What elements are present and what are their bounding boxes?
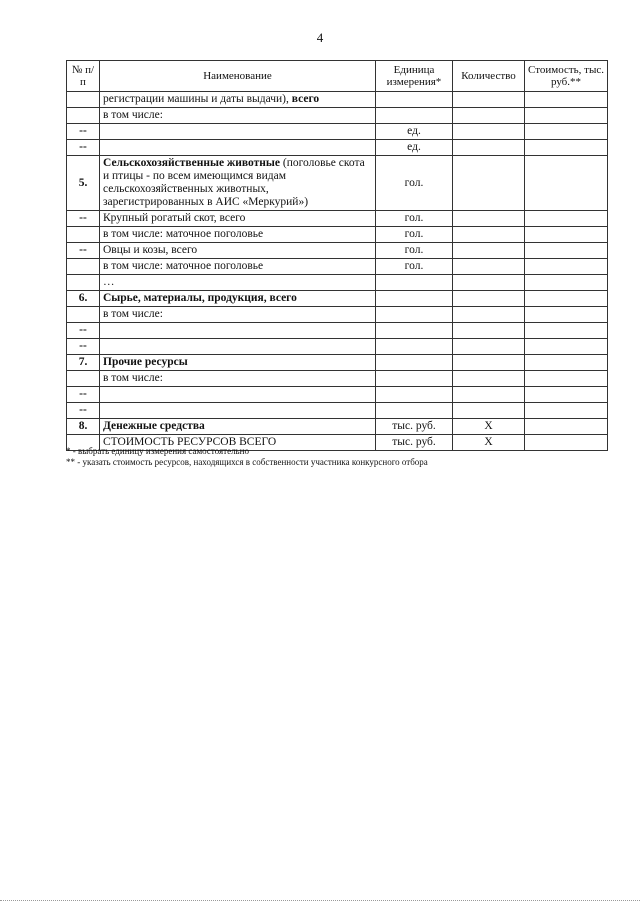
row-name-text: в том числе: маточное поголовье xyxy=(103,228,264,240)
header-cost: Стоимость, тыс. руб.** xyxy=(525,61,608,92)
row-unit: гол. xyxy=(376,156,453,211)
row-unit xyxy=(376,371,453,387)
row-unit xyxy=(376,92,453,108)
row-unit: гол. xyxy=(376,243,453,259)
row-number xyxy=(67,92,100,108)
row-name xyxy=(100,156,376,211)
footnote-cost: ** - указать стоимость ресурсов, находящихся в собственности участника конкурсного отбора xyxy=(66,457,428,467)
row-name-text: … xyxy=(103,276,115,288)
row-name xyxy=(100,140,376,156)
row-name xyxy=(100,124,376,140)
row-quantity xyxy=(453,403,525,419)
row-cost xyxy=(525,355,608,371)
row-unit xyxy=(376,387,453,403)
row-name-bold: Денежные средства xyxy=(103,420,205,432)
row-cost xyxy=(525,323,608,339)
row-quantity xyxy=(453,387,525,403)
row-unit: тыс. руб. xyxy=(376,435,453,451)
table-row xyxy=(67,140,608,156)
row-quantity xyxy=(453,108,525,124)
row-cost xyxy=(525,339,608,355)
row-quantity xyxy=(453,124,525,140)
row-unit xyxy=(376,275,453,291)
resources-table xyxy=(66,60,608,451)
row-cost xyxy=(525,307,608,323)
row-quantity xyxy=(453,291,525,307)
row-name xyxy=(100,211,376,227)
row-number xyxy=(67,371,100,387)
row-cost xyxy=(525,419,608,435)
row-number xyxy=(67,259,100,275)
header-unit: Единица измерения* xyxy=(376,61,453,92)
row-quantity xyxy=(453,355,525,371)
table-row xyxy=(67,259,608,275)
row-name-text: в том числе: маточное поголовье xyxy=(103,260,264,272)
table-row xyxy=(67,108,608,124)
footnotes xyxy=(66,446,626,468)
row-cost xyxy=(525,140,608,156)
row-cost xyxy=(525,275,608,291)
row-name xyxy=(100,323,376,339)
row-name xyxy=(100,419,376,435)
row-unit xyxy=(376,291,453,307)
header-num: № п/п xyxy=(67,61,100,92)
row-cost xyxy=(525,291,608,307)
row-name-text: СТОИМОСТЬ РЕСУРСОВ ВСЕГО xyxy=(103,436,277,448)
row-name-text: в том числе: xyxy=(103,109,163,121)
row-name xyxy=(100,387,376,403)
row-unit: ед. xyxy=(376,124,453,140)
row-cost xyxy=(525,387,608,403)
row-number: -- xyxy=(67,403,100,419)
row-number: -- xyxy=(67,140,100,156)
page-edge-rule xyxy=(0,900,640,901)
row-number: -- xyxy=(67,124,100,140)
row-name-text: (поголовье скота и птицы - по всем имеющимся видам сельскохозяйственных животных, зарегистрированных в АИС «Меркурий») xyxy=(103,157,365,208)
table-row xyxy=(67,275,608,291)
row-quantity xyxy=(453,211,525,227)
row-quantity xyxy=(453,156,525,211)
row-cost xyxy=(525,227,608,243)
row-quantity xyxy=(453,339,525,355)
row-name xyxy=(100,92,376,108)
row-number xyxy=(67,307,100,323)
table-row xyxy=(67,211,608,227)
row-quantity: X xyxy=(453,419,525,435)
row-number xyxy=(67,227,100,243)
row-unit xyxy=(376,108,453,124)
row-name xyxy=(100,371,376,387)
row-quantity xyxy=(453,323,525,339)
row-name xyxy=(100,403,376,419)
row-name-bold: Сырье, материалы, продукция, всего xyxy=(103,292,297,304)
row-name xyxy=(100,291,376,307)
row-number: -- xyxy=(67,243,100,259)
row-unit: ед. xyxy=(376,140,453,156)
row-name-text: Овцы и козы, всего xyxy=(103,244,198,256)
row-name xyxy=(100,275,376,291)
row-number: 6. xyxy=(67,291,100,307)
row-number: -- xyxy=(67,339,100,355)
table-row xyxy=(67,403,608,419)
table-row xyxy=(67,339,608,355)
row-number: 5. xyxy=(67,156,100,211)
row-quantity: X xyxy=(453,435,525,451)
row-name-text: в том числе: xyxy=(103,308,163,320)
row-unit xyxy=(376,307,453,323)
table-row xyxy=(67,243,608,259)
row-number xyxy=(67,108,100,124)
row-quantity xyxy=(453,227,525,243)
table-row xyxy=(67,371,608,387)
row-quantity xyxy=(453,140,525,156)
table-row xyxy=(67,156,608,211)
table-row xyxy=(67,307,608,323)
row-cost xyxy=(525,259,608,275)
row-cost xyxy=(525,156,608,211)
row-name-bold: Прочие ресурсы xyxy=(103,356,188,368)
row-name xyxy=(100,355,376,371)
row-name xyxy=(100,243,376,259)
row-number: 7. xyxy=(67,355,100,371)
row-cost xyxy=(525,124,608,140)
row-name-text: Крупный рогатый скот, всего xyxy=(103,212,246,224)
table-header-row xyxy=(67,61,608,92)
row-name xyxy=(100,227,376,243)
row-name xyxy=(100,307,376,323)
row-quantity xyxy=(453,371,525,387)
table-row xyxy=(67,291,608,307)
row-unit: гол. xyxy=(376,259,453,275)
row-unit xyxy=(376,339,453,355)
table-row xyxy=(67,419,608,435)
row-name xyxy=(100,108,376,124)
table-row xyxy=(67,387,608,403)
row-unit xyxy=(376,403,453,419)
row-unit: тыс. руб. xyxy=(376,419,453,435)
table-row xyxy=(67,92,608,108)
table-row xyxy=(67,355,608,371)
row-unit: гол. xyxy=(376,227,453,243)
row-cost xyxy=(525,211,608,227)
footnote-unit: * - выбрать единицу измерения самостоятельно xyxy=(66,446,249,456)
row-cost xyxy=(525,243,608,259)
row-quantity xyxy=(453,243,525,259)
row-cost xyxy=(525,108,608,124)
row-quantity xyxy=(453,275,525,291)
row-cost xyxy=(525,371,608,387)
row-name-bold: Сельскохозяйственные животные xyxy=(103,157,280,169)
row-quantity xyxy=(453,259,525,275)
row-unit xyxy=(376,355,453,371)
row-number: 8. xyxy=(67,419,100,435)
row-unit: гол. xyxy=(376,211,453,227)
row-name xyxy=(100,259,376,275)
row-name xyxy=(100,339,376,355)
row-name-text: в том числе: xyxy=(103,372,163,384)
page-number: 4 xyxy=(316,30,324,45)
row-cost xyxy=(525,92,608,108)
row-unit xyxy=(376,323,453,339)
table-row xyxy=(67,323,608,339)
row-quantity xyxy=(453,307,525,323)
table-row xyxy=(67,124,608,140)
table-row xyxy=(67,227,608,243)
row-number xyxy=(67,275,100,291)
row-number: -- xyxy=(67,211,100,227)
row-cost xyxy=(525,403,608,419)
row-name-bold: всего xyxy=(291,93,320,105)
header-qty: Количество xyxy=(453,61,525,92)
row-number: -- xyxy=(67,387,100,403)
header-name: Наименование xyxy=(100,61,376,92)
row-number: -- xyxy=(67,323,100,339)
row-quantity xyxy=(453,92,525,108)
row-name-text: регистрации машины и даты выдачи), xyxy=(103,93,292,105)
